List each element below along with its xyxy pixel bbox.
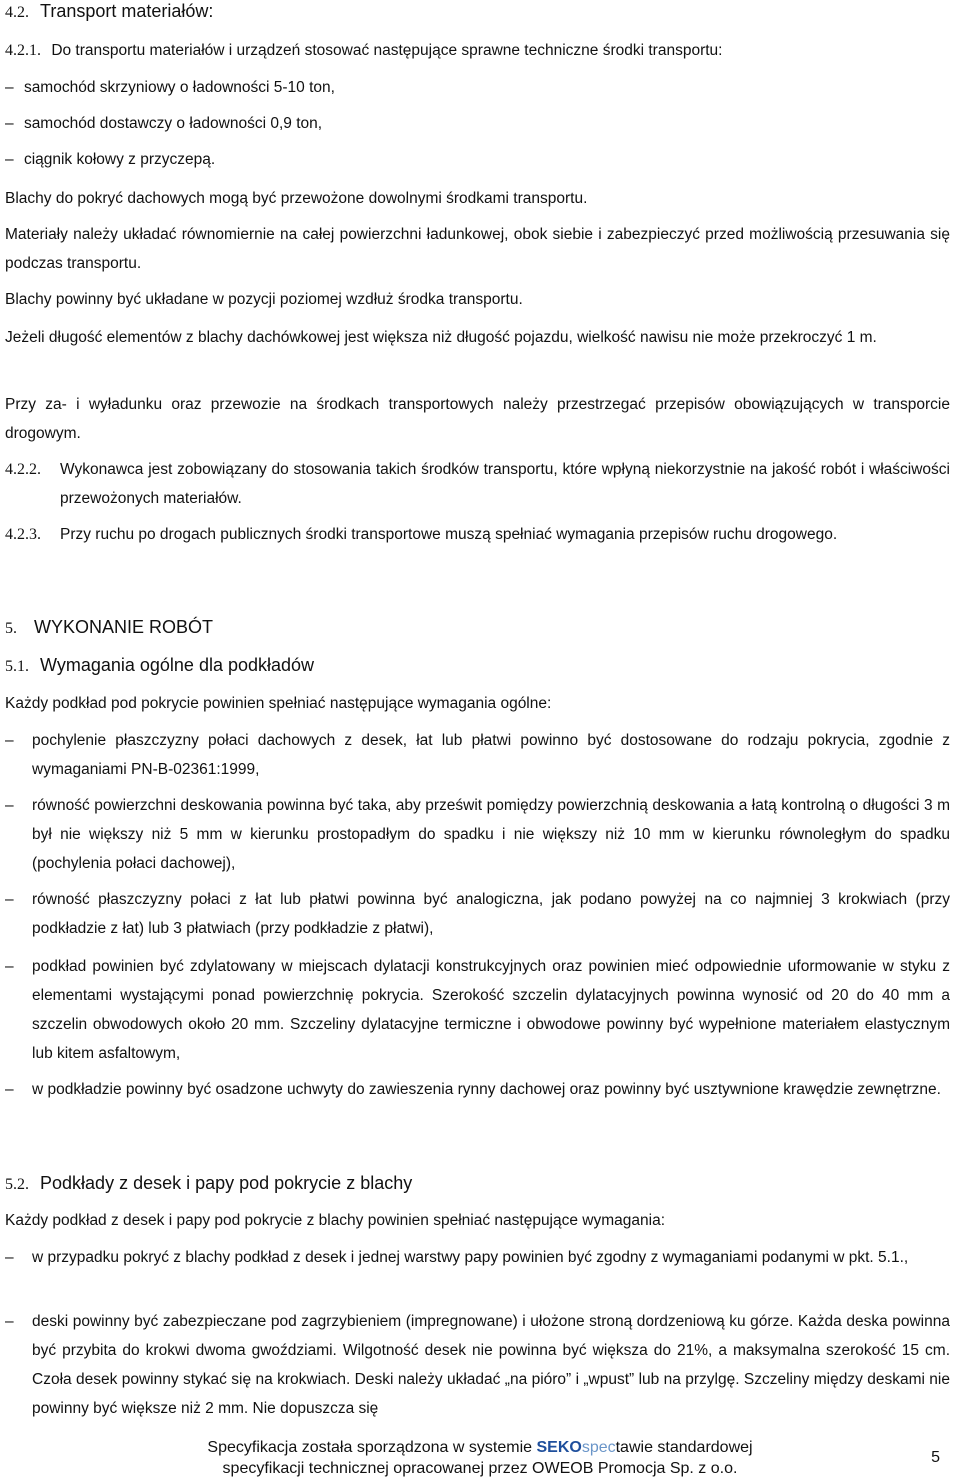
section-title: Transport materiałów: [40,1,214,21]
footer-line-1 [0,1437,960,1458]
list-item: w przypadku pokryć z blachy podkład z desek i jednej warstwy papy powinien być zgodny z wymaganiami podanymi w pkt. 5.1., [32,1249,909,1266]
paragraph-text: Wykonawca jest zobowiązany do stosowania takich środków transportu, które wpłyną niekorzystnie na jakość robót i właściwości przewożonych materiałów. [60,461,950,507]
paragraph-number: 4.2.1. [5,42,41,59]
dash-bullet: – [5,1249,14,1266]
section-number: 5.1. [5,658,29,675]
list-item: deski powinny być zabezpieczane pod zagrzybieniem (impregnowane) i ułożone stroną dordzeniową ku górze. Każda deska powinna być przybita do krokwi dwoma gwoździami. Wilgotność desek nie powinna być większa do 21%, a maksymalna szerokość 15 cm. Czoła desek powinny stykać się na krokwiach. Deski należy układać „na pióro” i „wpust” lub na przylgę. Szczeliny między deskami nie powinny być większe niż 2 mm. Nie dopuszcza się [32,1313,950,1417]
list-item: w podkładzie powinny być osadzone uchwyty do zawieszenia rynny dachowej oraz powinny być usztywnione krawędzie zewnętrzne. [32,1081,941,1098]
dash-bullet: – [5,797,14,814]
list-item: równość płaszczyzny połaci z łat lub płatwi powinna być analogiczna, jak podano powyżej na co najmniej 3 krokwiach (przy podkładzie z łat) lub 3 płatwiach (przy podkładzie z płatwi), [32,891,950,937]
vehicle-list-item [5,73,950,102]
footer-text: Specyfikacja została sporządzona w systemie [207,1439,537,1456]
dash-bullet: – [5,79,14,96]
page-number: 5 [931,1449,940,1466]
paragraph: Jeżeli długość elementów z blachy dachówkowej jest większa niż długość pojazdu, wielkość nawisu nie może przekroczyć 1 m. [5,329,877,346]
section-title: Podkłady z desek i papy pod pokrycie z blachy [40,1173,413,1193]
dash-bullet: – [5,151,14,168]
dash-bullet: – [5,1081,14,1098]
brand-logo-part-1: SEKO [536,1439,582,1456]
list-item-text: ciągnik kołowy z przyczepą. [23,151,216,168]
paragraph-intro: Każdy podkład pod pokrycie powinien spełniać następujące wymagania ogólne: [5,695,552,712]
list-item-text: samochód dostawczy o ładowności 0,9 ton, [23,115,323,132]
dash-bullet: – [5,1313,14,1330]
list-item: równość powierzchni deskowania powinna być taka, aby prześwit pomiędzy powierzchnią deskowania a łatą kontrolną o długości 3 m był nie większy niż 5 mm w kierunku prostopadłym do spadku i nie większy niż 10 mm w kierunku równoległym do spadku (pochylenia połaci dachowej), [32,797,950,872]
section-number: 5.2. [5,1176,29,1193]
paragraph-text: Do transportu materiałów i urządzeń stosować następujące sprawne techniczne środki transportu: [51,42,723,59]
section-heading-5 [5,613,950,643]
vehicle-list-item [5,145,950,174]
paragraph: Blachy powinny być układane w pozycji poziomej wzdłuż środka transportu. [5,291,523,308]
dash-bullet: – [5,732,14,749]
section-title: WYKONANIE ROBÓT [34,617,214,637]
paragraph-text: Przy ruchu po drogach publicznych środki transportowe muszą spełniać wymagania przepisów ruchu drogowego. [60,526,838,543]
section-heading-4-2 [5,0,950,27]
paragraph-4-2-1 [5,36,950,65]
page-footer [0,1437,960,1479]
footer-text: tawie standardowej [615,1439,753,1456]
section-number: 5. [5,620,17,637]
dash-bullet: – [5,958,14,975]
paragraph-number: 4.2.3. [5,526,41,543]
footer-line-2: specyfikacji technicznej opracowanej przez OWEOB Promocja Sp. z o.o. [222,1460,738,1477]
paragraph-number: 4.2.2. [5,461,41,478]
paragraph: Blachy do pokryć dachowych mogą być przewożone dowolnymi środkami transportu. [5,190,588,207]
list-item-text: samochód skrzyniowy o ładowności 5-10 ton, [23,79,335,96]
section-number: 4.2. [5,4,29,21]
vehicle-list-item [5,109,950,138]
paragraph: Materiały należy układać równomiernie na całej powierzchni ładunkowej, obok siebie i zabezpieczyć przed możliwością przesuwania się podczas transportu. [5,226,950,272]
section-heading-5-2 [5,1169,950,1199]
dash-bullet: – [5,891,14,908]
section-title: Wymagania ogólne dla podkładów [40,655,315,675]
brand-logo-part-2: spec [581,1439,616,1456]
paragraph-intro: Każdy podkład z desek i papy pod pokrycie z blachy powinien spełniać następujące wymagania: [5,1212,666,1229]
dash-bullet: – [5,115,14,132]
list-item: podkład powinien być zdylatowany w miejscach dylatacji konstrukcyjnych oraz powinien mieć odpowiednie uformowanie w styku z elementami wystającymi ponad powierzchnię pokrycia. Szerokość szczelin dylatacyjnych powinna wynosić od 20 do 40 mm a szczelin obwodowych około 20 mm. Szczeliny dylatacyjne termiczne i obwodowe powinny być wypełnione materiałem elastycznym lub kitem asfaltowym, [32,958,950,1062]
section-heading-5-1 [5,651,950,681]
paragraph: Przy za- i wyładunku oraz przewozie na środkach transportowych należy przestrzegać przepisów obowiązujących w transporcie drogowym. [5,396,950,442]
list-item: pochylenie płaszczyzny połaci dachowych z desek, łat lub płatwi powinno być dostosowane do rodzaju pokrycia, zgodnie z wymaganiami PN-B-02361:1999, [32,732,950,778]
